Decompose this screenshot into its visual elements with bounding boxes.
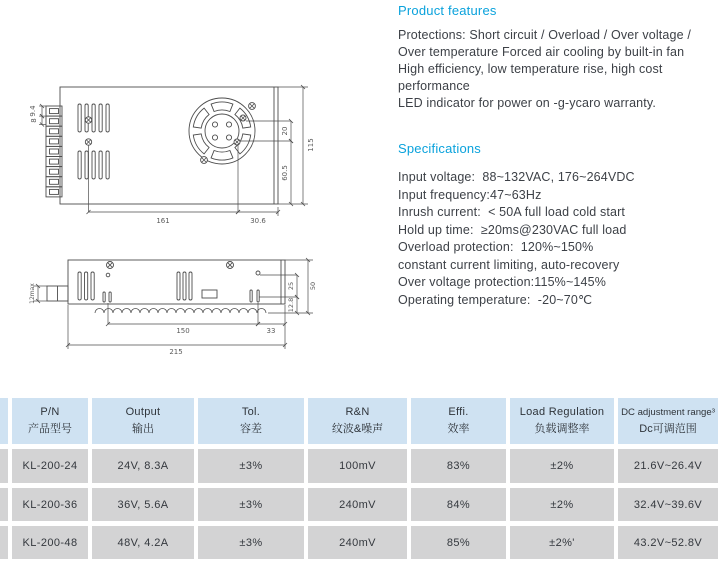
header-zh: Dc可调范围: [639, 423, 697, 435]
dimension-lines: [39, 87, 308, 216]
cooling-fan: [189, 98, 255, 164]
specifications-heading: Specifications: [398, 141, 482, 156]
cell-output: 24V, 8.3A: [92, 449, 194, 483]
specifications-section: [398, 141, 720, 309]
table-header-dc-range: [618, 398, 718, 444]
table-header-pn: [12, 398, 88, 444]
feature-line: Protections: Short circuit / Overload / Over voltage /: [398, 28, 691, 42]
header-en: P/N: [40, 406, 60, 418]
cell-ripple-noise: 240mV: [308, 488, 407, 521]
header-en: R&N: [345, 406, 370, 418]
table-edge-cell: [0, 449, 8, 483]
header-en: Effi.: [448, 406, 469, 418]
dimension-label: 9.4: [29, 105, 37, 117]
cell-load-regulation: ±2%: [510, 449, 614, 483]
cell-dc-range: 43.2V~52.8V: [618, 526, 718, 559]
vent-slots-side: [78, 272, 192, 300]
terminal-block-side: [47, 286, 68, 301]
dimension-labels: [29, 105, 315, 225]
spec-line: constant current limiting, auto-recovery: [398, 257, 620, 272]
header-zh: 效率: [447, 423, 470, 435]
cell-ripple-noise: 240mV: [308, 526, 407, 559]
cell-tolerance: ±3%: [198, 488, 304, 521]
cell-load-regulation: ±2%': [510, 526, 614, 559]
header-zh: 容差: [240, 423, 262, 435]
header-en: Load Regulation: [519, 406, 605, 418]
cell-output: 48V, 4.2A: [92, 526, 194, 559]
vent-slots: [78, 104, 109, 179]
table-header-ripple-noise: [308, 398, 407, 444]
header-zh: 产品型号: [28, 423, 72, 435]
feature-line: Over temperature Forced air cooling by built-in fan: [398, 45, 685, 59]
dimension-label: 115: [307, 138, 315, 152]
cell-pn: KL-200-48: [12, 526, 88, 559]
feature-line: performance: [398, 79, 470, 93]
header-zh: 负载调整率: [534, 423, 590, 435]
product-features-section: [398, 3, 720, 112]
spec-line: Operating temperature: -20~70℃: [398, 292, 593, 307]
dimension-label: 60.5: [281, 165, 289, 181]
cell-efficiency: 84%: [411, 488, 506, 521]
cell-dc-range: 21.6V~26.4V: [618, 449, 718, 483]
spec-line: Input frequency:47~63Hz: [398, 187, 542, 202]
cell-pn: KL-200-36: [12, 488, 88, 521]
cell-efficiency: 85%: [411, 526, 506, 559]
cell-ripple-noise: 100mV: [308, 449, 407, 483]
dimension-label: 12.8: [287, 297, 295, 313]
mounting-comb: [95, 309, 266, 314]
header-en: DC adjustment range³: [621, 407, 715, 418]
dimension-label: 215: [169, 348, 183, 356]
table-header-load-regulation: [510, 398, 614, 444]
spec-line: Input voltage: 88~132VAC, 176~264VDC: [398, 170, 635, 184]
header-en: Output: [125, 406, 161, 418]
feature-line: LED indicator for power on -g-ycaro warranty.: [398, 96, 657, 110]
spec-line: Inrush current: < 50A full load cold start: [398, 205, 626, 219]
cell-tolerance: ±3%: [198, 449, 304, 483]
table-header-tolerance: [198, 398, 304, 444]
dimension-label: 12max: [29, 283, 36, 304]
spec-line: Overload protection: 120%~150%: [398, 240, 594, 254]
dimension-label: 20: [281, 126, 289, 136]
table-header-efficiency: [411, 398, 506, 444]
spec-line: Over voltage protection:115%~145%: [398, 275, 606, 289]
dimension-label: 8: [30, 118, 38, 123]
table-edge-cell: [0, 398, 8, 444]
header-en: Tol.: [241, 406, 261, 418]
cell-dc-range: 32.4V~39.6V: [618, 488, 718, 521]
dimension-label: 25: [287, 281, 295, 291]
side-view-drawing: [25, 240, 330, 362]
dimension-label: 161: [156, 217, 170, 225]
cell-efficiency: 83%: [411, 449, 506, 483]
cell-tolerance: ±3%: [198, 526, 304, 559]
header-zh: 输出: [132, 423, 154, 435]
table-edge-cell: [0, 526, 8, 559]
product-features-heading: Product features: [398, 3, 497, 18]
model-spec-table: [0, 398, 721, 559]
cell-load-regulation: ±2%: [510, 488, 614, 521]
dimension-label: 30.6: [250, 217, 266, 225]
dimension-label: 50: [309, 281, 317, 291]
cell-output: 36V, 5.6A: [92, 488, 194, 521]
table-edge-cell: [0, 488, 8, 521]
cell-pn: KL-200-24: [12, 449, 88, 483]
case-details: [103, 262, 260, 303]
table-header-output: [92, 398, 194, 444]
dimension-label: 33: [266, 327, 276, 335]
dimension-lines: [33, 260, 313, 349]
spec-line: Hold up time: ≥20ms@230VAC full load: [398, 222, 627, 237]
top-view-drawing: [25, 81, 330, 233]
header-zh: 纹波&噪声: [331, 423, 384, 435]
dimension-label: 150: [176, 327, 190, 335]
feature-line: High efficiency, low temperature rise, high cost: [398, 62, 663, 76]
